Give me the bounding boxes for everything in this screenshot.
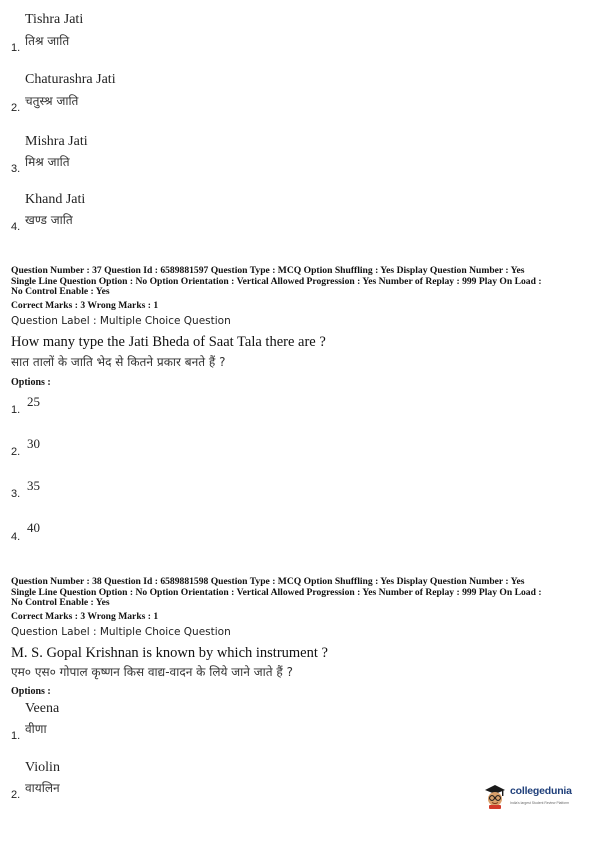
q38-meta-line-1: Question Number : 38 Question Id : 6589881598 Question Type : MCQ Option Shuffling : Yes Display Question Number : Yes (11, 576, 525, 587)
option-3-english: Mishra Jati (25, 134, 88, 149)
q37-question-label: Question Label : Multiple Choice Question (11, 315, 231, 327)
q37-option-1-value: 25 (27, 394, 40, 409)
q37-option-2-value: 30 (27, 436, 40, 451)
logo-wordmark: collegedunia (510, 785, 572, 797)
option-1-hindi: तिश्र जाति (25, 34, 70, 48)
option-2-number: 2. (11, 102, 21, 114)
option-1-english: Tishra Jati (25, 12, 84, 27)
option-3-hindi: मिश्र जाति (25, 155, 70, 169)
q37-option-4-value: 40 (27, 520, 40, 535)
option-4-english: Khand Jati (25, 192, 86, 207)
q37-option-3-value: 35 (27, 478, 40, 493)
q38-meta-line-3: No Control Enable : Yes (11, 597, 110, 608)
q37-option-1-number: 1. (11, 404, 21, 416)
q37-question-hindi: सात तालों के जाति भेद से कितने प्रकार बनते हैं ? (11, 355, 226, 369)
q38-option-1-hindi: वीणा (25, 722, 47, 736)
collegedunia-logo (483, 783, 593, 813)
q37-meta-line-2: Single Line Question Option : No Option Orientation : Vertical Allowed Progression : Yes Number of Replay : 999 Play On Load : (11, 275, 542, 287)
q38-question-label: Question Label : Multiple Choice Question (11, 626, 231, 638)
q37-option-2-number: 2. (11, 446, 21, 458)
q37-option-4-number: 4. (11, 531, 21, 543)
q37-options-heading: Options : (11, 377, 51, 388)
option-4-number: 4. (11, 221, 21, 233)
q38-option-2-number: 2. (11, 789, 21, 801)
option-2-english: Chaturashra Jati (25, 72, 116, 87)
q37-meta-line-3: No Control Enable : Yes (11, 286, 110, 297)
q38-question-english: M. S. Gopal Krishnan is known by which instrument ? (11, 645, 328, 661)
q38-options-heading: Options : (11, 686, 51, 697)
graduate-mascot-icon (483, 784, 507, 810)
q38-marks: Correct Marks : 3 Wrong Marks : 1 (11, 611, 159, 622)
option-4-hindi: खण्ड जाति (25, 213, 73, 227)
q37-meta-line-1: Question Number : 37 Question Id : 6589881597 Question Type : MCQ Option Shuffling : Yes Display Question Number : Yes (11, 265, 525, 276)
q37-marks: Correct Marks : 3 Wrong Marks : 1 (11, 300, 159, 311)
logo-tagline: India's largest Student Review Platform (510, 801, 570, 805)
option-2-hindi: चतुस्श्र जाति (25, 94, 79, 108)
option-1-number: 1. (11, 42, 21, 54)
q38-option-1-number: 1. (11, 730, 21, 742)
q37-question-english: How many type the Jati Bheda of Saat Tala there are ? (11, 334, 326, 350)
q38-option-2-hindi: वायलिन (25, 781, 60, 795)
q37-option-3-number: 3. (11, 488, 21, 500)
option-3-number: 3. (11, 163, 21, 175)
q38-question-hindi: एम० एस० गोपाल कृष्णन किस वाद्य-वादन के लिये जाने जाते हैं ? (11, 665, 293, 679)
q38-meta-line-2: Single Line Question Option : No Option Orientation : Vertical Allowed Progression : Yes Number of Replay : 999 Play On Load : (11, 586, 542, 598)
q38-option-1-english: Veena (25, 701, 60, 716)
q38-option-2-english: Violin (25, 760, 60, 775)
